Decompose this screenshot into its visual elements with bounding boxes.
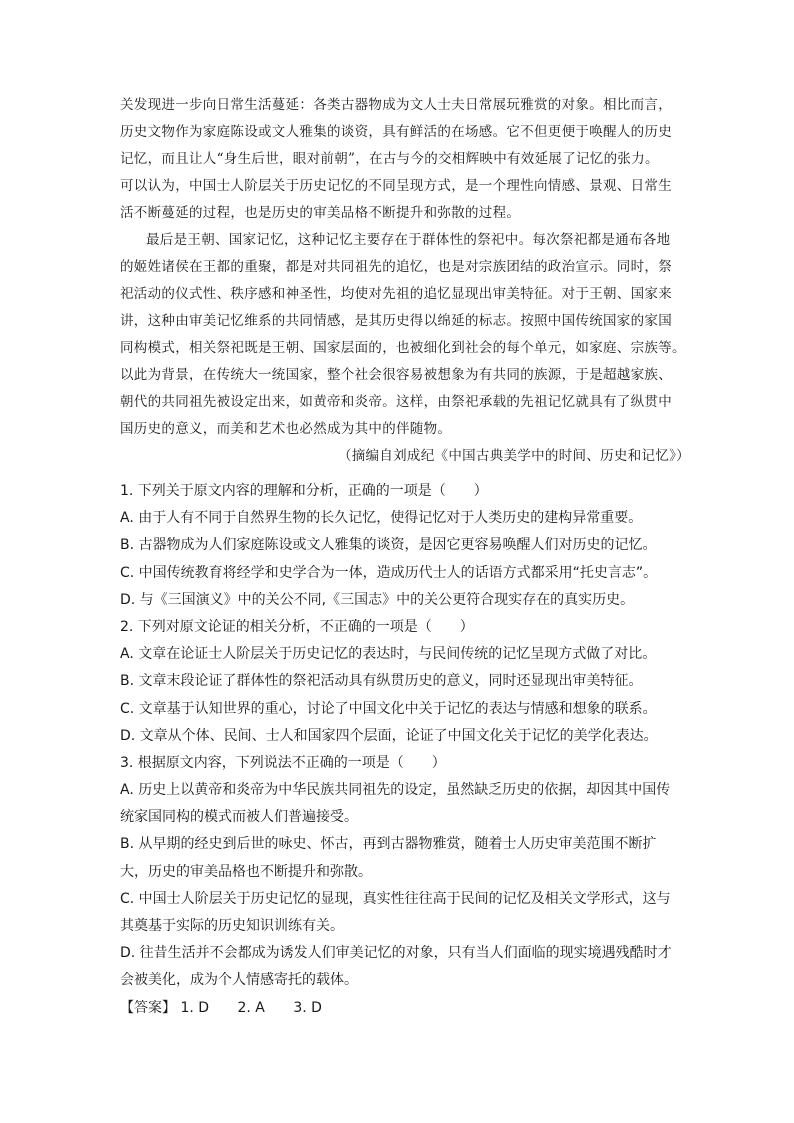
answer-item: 1. D: [180, 999, 210, 1016]
option-line: 其奠基于实际的历史知识训练有关。: [120, 918, 344, 934]
passage-line: 同构模式，相关祭祀既是王朝、国家层面的，也被细化到社会的每个单元，如家庭、宗族等。: [120, 340, 686, 356]
option-line: B. 从早期的经史到后世的咏史、怀古，再到古器物雅赏，随着士人历史审美范围不断扩: [120, 836, 657, 853]
answer-item: 2. A: [237, 999, 265, 1016]
question-section: [120, 478, 690, 1022]
option-line: D. 往昔生活并不会都成为诱发人们审美记忆的对象，只有当人们面临的现实境遇残酷时才: [120, 945, 672, 962]
answer-item: 3. D: [293, 999, 322, 1016]
option-line: B. 古器物成为人们家庭陈设或文人雅集的谈资，是因它更容易唤醒人们对历史的记忆。: [120, 537, 657, 554]
option-line: 大，历史的审美品格也不断提升和弥散。: [120, 863, 372, 880]
passage-line: 国历史的意义，而美和艺术也必然成为其中的伴随物。: [120, 421, 452, 437]
passage-line: 关发现进一步向日常生活蔓延：各类古器物成为文人士夫日常展玩雅赏的对象。相比而言，: [120, 97, 672, 113]
passage-line: 记忆，而且让人“身生后世，眼对前朝”，在古与今的交相辉映中有效延展了记忆的张力。: [120, 151, 659, 167]
passage-line: 最后是王朝、国家记忆，这种记忆主要存在于群体性的祭祀中。每次祭祀都是通布各地: [146, 232, 671, 248]
passage-line: 的姬姓诸侯在王都的重聚，都是对共同祖先的追忆，也是对宗族团结的政治宣示。同时，祭: [120, 259, 672, 275]
question-stem: 1. 下列关于原文内容的理解和分析，正确的一项是（ ）: [120, 483, 488, 499]
option-line: C. 中国士人阶层关于历史记忆的显现，真实性往往高于民间的记忆及相关文学形式，这与: [120, 890, 671, 907]
option-line: A. 历史上以黄帝和炎帝为中华民族共同祖先的设定，虽然缺乏历史的依据，却因其中国传: [120, 782, 671, 799]
option-line: C. 文章基于认知世界的重心，讨论了中国文化中关于记忆的表达与情感和想象的联系。: [120, 700, 657, 717]
option-line: 统家国同构的模式而被人们普遍接受。: [120, 809, 358, 826]
option-line: D. 与《三国演义》中的关公不同,《三国志》中的关公更符合现实存在的真实历史。: [120, 591, 635, 608]
passage-line: 以此为背景，在传统大一统国家，整个社会很容易被想象为有共同的族源，于是超越家族、: [120, 367, 672, 383]
passage-line: 历史文物作为家庭陈设或文人雅集的谈资，具有鲜活的在场感。它不但更便于唤醒人的历史: [120, 124, 672, 140]
passage-line: 祀活动的仪式性、秩序感和神圣性，均使对先祖的追忆显现出审美特征。对于王朝、国家来: [120, 286, 672, 302]
option-line: B. 文章末段论证了群体性的祭祀活动具有纵贯历史的意义，同时还显现出审美特征。: [120, 673, 643, 690]
option-line: A. 由于人有不同于自然界生物的长久记忆，使得记忆对于人类历史的建构异常重要。: [120, 510, 643, 527]
option-line: C. 中国传统教育将经学和史学合为一体，造成历代士人的话语方式都采用“托史言志”。: [120, 564, 658, 581]
passage-line: 讲，这种由审美记忆维系的共同情感，是其历史得以绵延的标志。按照中国传统国家的家国: [120, 313, 672, 329]
reading-passage: [120, 92, 690, 470]
question-stem: 2. 下列对原文论证的相关分析，不正确的一项是（ ）: [120, 618, 474, 635]
question-stem: 3. 根据原文内容，下列说法不正确的一项是（ ）: [120, 754, 446, 771]
answer-tag: 【答案】: [120, 999, 176, 1016]
option-line: A. 文章在论证士人阶层关于历史记忆的表达时，与民间传统的记忆呈现方式做了对比。: [120, 646, 657, 663]
passage-line: 可以认为，中国士人阶层关于历史记忆的不同呈现方式，是一个理性向情感、景观、日常生: [120, 178, 672, 194]
option-line: D. 文章从个体、民间、士人和国家四个层面，论证了中国文化关于记忆的美学化表达。: [120, 727, 658, 744]
option-line: 会被美化，成为个人情感寄托的载体。: [120, 972, 358, 989]
passage-line: 活不断蔓延的过程，也是历史的审美品格不断提升和弥散的过程。: [120, 205, 521, 221]
source-citation: （摘编自刘成纪《中国古典美学中的时间、历史和记忆》）: [337, 448, 690, 464]
answer-row: [120, 995, 690, 1022]
passage-line: 朝代的共同祖先被设定出来，如黄帝和炎帝。这样，由祭祀承载的先祖记忆就具有了纵贯中: [120, 394, 672, 410]
